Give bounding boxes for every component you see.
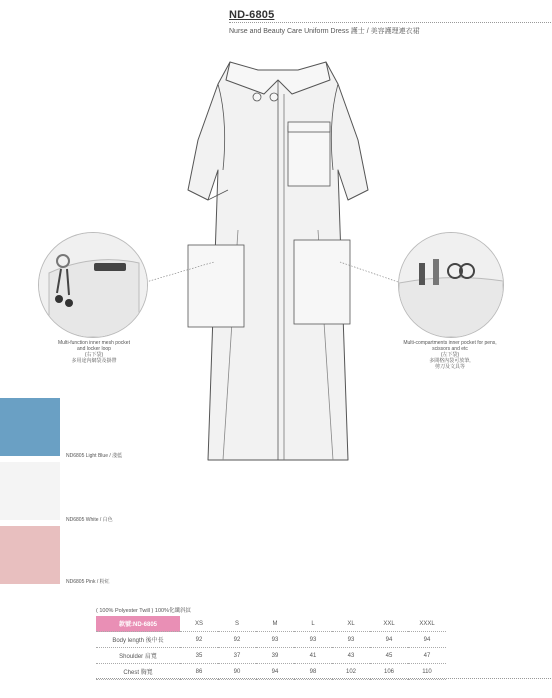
- table-cell: Shoulder 肩寬: [96, 648, 180, 664]
- table-cell: 110: [408, 664, 446, 680]
- table-cell: Chest 胸寬: [96, 664, 180, 680]
- caption-line: scissors and etc: [432, 346, 468, 352]
- size-table: [96, 616, 446, 680]
- table-cell: 93: [256, 632, 294, 648]
- table-cell: 47: [408, 648, 446, 664]
- table-header-row: [96, 616, 446, 632]
- table-cell: 106: [370, 664, 408, 680]
- swatch-white: [0, 462, 60, 520]
- table-header-cell: XS: [180, 616, 218, 632]
- table-row: [96, 632, 446, 648]
- caption-line: Multi-function inner mesh pocket: [58, 340, 130, 346]
- table-header-cell: XL: [332, 616, 370, 632]
- table-cell: 94: [408, 632, 446, 648]
- table-cell: 41: [294, 648, 332, 664]
- detail-mesh-pocket-image: [38, 232, 148, 338]
- callout-left-caption: [38, 340, 150, 364]
- table-cell: 43: [332, 648, 370, 664]
- swatch-pink: [0, 526, 60, 584]
- table-header-cell: 款號:ND-6805: [96, 616, 180, 632]
- swatch-label-light-blue: ND6805 Light Blue / 淺藍: [66, 453, 123, 459]
- table-row: [96, 648, 446, 664]
- table-cell: 98: [294, 664, 332, 680]
- model-number: ND-6805: [229, 9, 275, 21]
- table-cell: 102: [332, 664, 370, 680]
- caption-line: 多間格內袋可放筆,: [429, 358, 471, 364]
- callout-right-caption: [388, 340, 512, 370]
- caption-line: (左下袋): [440, 352, 460, 358]
- swatch-label-pink: ND6805 Pink / 粉紅: [66, 579, 110, 585]
- caption-line: and locker loop: [77, 346, 111, 352]
- table-cell: 93: [332, 632, 370, 648]
- caption-line: Multi-compartments inner pocket for pens,: [403, 340, 497, 346]
- caption-line: 多用途內網袋及掛帶: [71, 358, 117, 364]
- table-cell: 93: [294, 632, 332, 648]
- table-header-cell: XXXL: [408, 616, 446, 632]
- product-subtitle: Nurse and Beauty Care Uniform Dress 護士 / 美容護理連衣裙: [229, 28, 420, 35]
- table-header-cell: XXL: [370, 616, 408, 632]
- table-cell: 92: [218, 632, 256, 648]
- table-cell: 39: [256, 648, 294, 664]
- table-header-cell: S: [218, 616, 256, 632]
- table-cell: 45: [370, 648, 408, 664]
- table-cell: 86: [180, 664, 218, 680]
- fabric-title: ( 100% Polyester Twill ) 100%化纖斜紋: [96, 608, 191, 614]
- table-cell: Body length 後中長: [96, 632, 180, 648]
- swatch-light-blue: [0, 398, 60, 456]
- caption-line: 剪刀及文具等: [434, 364, 465, 370]
- table-bottom-divider: [96, 678, 551, 679]
- table-cell: 35: [180, 648, 218, 664]
- swatch-label-white: ND6805 White / 白色: [66, 517, 113, 523]
- table-cell: 37: [218, 648, 256, 664]
- table-cell: 90: [218, 664, 256, 680]
- table-cell: 94: [370, 632, 408, 648]
- table-cell: 92: [180, 632, 218, 648]
- table-cell: 94: [256, 664, 294, 680]
- caption-line: (右下袋): [84, 352, 104, 358]
- table-header-cell: M: [256, 616, 294, 632]
- detail-compartment-pocket-image: [398, 232, 504, 338]
- table-header-cell: L: [294, 616, 332, 632]
